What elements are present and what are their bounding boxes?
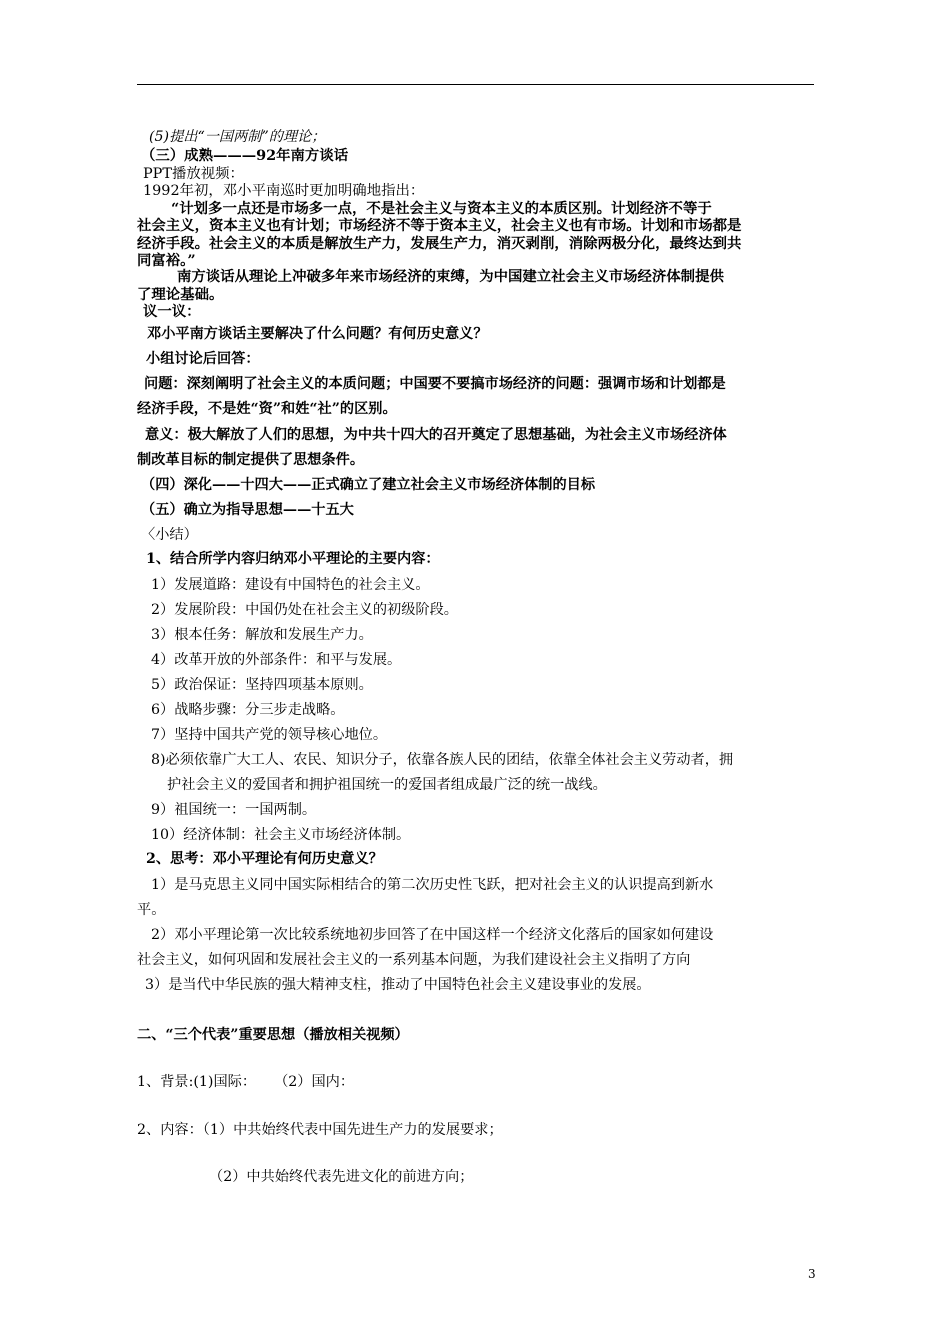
subheading: 议一议： bbox=[143, 303, 201, 320]
section-heading: （四）深化——十四大——正式确立了建立社会主义市场经济体制的目标 bbox=[141, 477, 596, 493]
text-line: 问题：深刻阐明了社会主义的本质问题；中国要不要搞市场经济的问题：强调市场和计划都是 bbox=[144, 376, 726, 392]
list-item: 10）经济体制：社会主义市场经济体制。 bbox=[151, 827, 411, 843]
question-line: 邓小平南方谈话主要解决了什么问题？有何历史意义？ bbox=[147, 326, 488, 342]
text-line: （2）中共始终代表先进文化的前进方向； bbox=[209, 1169, 474, 1185]
text-line: 小组讨论后回答： bbox=[146, 351, 260, 367]
list-item: 社会主义，如何巩固和发展社会主义的一系列基本问题，为我们建设社会主义指明了方向 bbox=[137, 952, 691, 968]
text-line: 了理论基础。 bbox=[137, 286, 224, 303]
text-line: 南方谈话从理论上冲破多年来市场经济的束缚，为中国建立社会主义市场经济体制提供 bbox=[177, 268, 724, 285]
header-rule bbox=[137, 84, 814, 85]
list-item: 1）发展道路：建设有中国特色的社会主义。 bbox=[151, 577, 430, 593]
list-item: 2）邓小平理论第一次比较系统地初步回答了在中国这样一个经济文化落后的国家如何建设 bbox=[151, 927, 714, 943]
text-line: 经济手段，不是姓“资”和姓“社”的区别。 bbox=[137, 401, 397, 417]
list-item: 7）坚持中国共产党的领导核心地位。 bbox=[151, 727, 388, 743]
list-item: 护社会主义的爱国者和拥护祖国统一的爱国者组成最广泛的统一战线。 bbox=[167, 777, 607, 793]
quote-line: 经济手段。社会主义的本质是解放生产力，发展生产力，消灭剥削，消除两极分化，最终达到共 bbox=[137, 235, 742, 252]
list-item: 3）是当代中华民族的强大精神支柱，推动了中国特色社会主义建设事业的发展。 bbox=[145, 977, 651, 993]
list-item: 2）发展阶段：中国仍处在社会主义的初级阶段。 bbox=[151, 602, 458, 618]
list-item: 9）祖国统一：一国两制。 bbox=[151, 802, 317, 818]
list-item: 平。 bbox=[137, 902, 166, 918]
section-heading: （三）成熟———92年南方谈话 bbox=[141, 147, 349, 164]
section-heading: 二、“三个代表”重要思想（播放相关视频） bbox=[137, 1027, 409, 1043]
quote-line: 同富裕。” bbox=[137, 252, 196, 269]
text-line: 意义：极大解放了人们的思想，为中共十四大的召开奠定了思想基础，为社会主义市场经济体 bbox=[145, 427, 727, 443]
list-item: 6）战略步骤：分三步走战略。 bbox=[151, 702, 345, 718]
list-item: 4）改革开放的外部条件：和平与发展。 bbox=[151, 652, 402, 668]
list-item: 8)必须依靠广大工人、农民、知识分子，依靠各族人民的团结，依靠全体社会主义劳动者，拥 bbox=[151, 752, 734, 768]
text-line: (5)提出“一国两制”的理论； bbox=[149, 129, 326, 145]
list-item: 1）是马克思主义同中国实际相结合的第二次历史性飞跃，把对社会主义的认识提高到新水 bbox=[151, 877, 714, 893]
quote-line: “计划多一点还是市场多一点，不是社会主义与资本主义的本质区别。计划经济不等于 bbox=[171, 200, 712, 217]
list-item: 5）政治保证：坚持四项基本原则。 bbox=[151, 677, 373, 693]
page-number: 3 bbox=[808, 1267, 816, 1281]
text-line: PPT播放视频： bbox=[143, 166, 244, 182]
subheading: 〈小结） bbox=[141, 527, 198, 543]
section-heading: （五）确立为指导思想——十五大 bbox=[141, 502, 354, 518]
text-line: 2、内容：（1）中共始终代表中国先进生产力的发展要求； bbox=[137, 1122, 503, 1138]
text-line: 1992年初，邓小平南巡时更加明确地指出： bbox=[143, 183, 425, 199]
quote-line: 社会主义，资本主义也有计划；市场经济不等于资本主义，社会主义也有市场。计划和市场都是 bbox=[137, 217, 742, 234]
subheading: 2、思考：邓小平理论有何历史意义？ bbox=[146, 851, 383, 867]
subheading: 1、结合所学内容归纳邓小平理论的主要内容： bbox=[146, 551, 440, 567]
text-line: 1、背景:(1)国际： （2）国内： bbox=[137, 1074, 355, 1090]
text-line: 制改革目标的制定提供了思想条件。 bbox=[137, 452, 365, 468]
list-item: 3）根本任务：解放和发展生产力。 bbox=[151, 627, 373, 643]
